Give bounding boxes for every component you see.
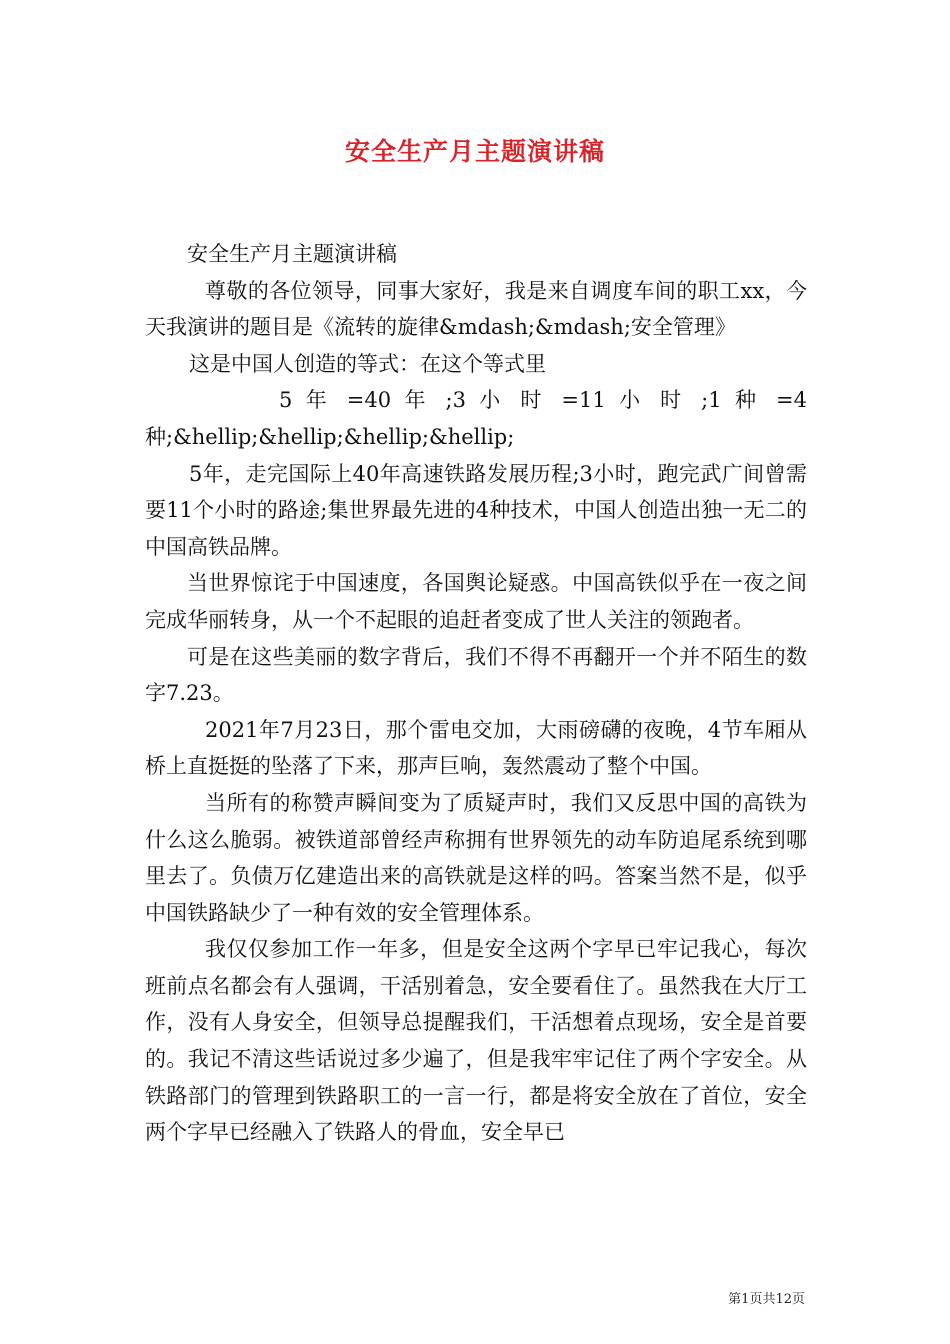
paragraph-personal: 我仅仅参加工作一年多，但是安全这两个字早已牢记我心，每次班前点名都会有人强调，干活别着急，安全要看住了。虽然我在大厅工作，没有人身安全，但领导总提醒我们，干活想着点现场，安全是首要的。我记不清这些话说过多少遍了，但是我牢牢记住了两个字安全。从铁路部门的管理到铁路职工的一言一行，都是将安全放在了首位，安全两个字早已经融入了铁路人的骨血，安全早已 <box>145 937 807 1145</box>
document-body <box>145 236 807 1151</box>
paragraph-equation-intro: 这是中国人创造的等式：在这个等式里 <box>189 351 546 376</box>
paragraph-number-723: 可是在这些美丽的数字背后，我们不得不再翻开一个并不陌生的数字7.23。 <box>145 644 807 706</box>
paragraph-accident: 2021年7月23日，那个雷电交加，大雨磅礴的夜晚，4节车厢从桥上直挺挺的坠落了下来，那声巨响，轰然震动了整个中国。 <box>145 717 807 779</box>
paragraph-subtitle: 安全生产月主题演讲稿 <box>187 242 397 266</box>
paragraph-greeting: 尊敬的各位领导，同事大家好，我是来自调度车间的职工xx，今天我演讲的题目是《流转的旋律&mdash;&mdash;安全管理》 <box>145 278 807 340</box>
page-number-footer: 第1页共12页 <box>728 1292 805 1307</box>
paragraph-world-surprise: 当世界惊诧于中国速度，各国舆论疑惑。中国高铁似乎在一夜之间完成华丽转身，从一个不起眼的追赶者变成了世人关注的领跑者。 <box>145 571 807 632</box>
paragraph-reflection: 当所有的称赞声瞬间变为了质疑声时，我们又反思中国的高铁为什么这么脆弱。被铁道部曾经声称拥有世界领先的动车防追尾系统到哪里去了。负债万亿建造出来的高铁就是这样的吗。答案当然不是，似乎中国铁路缺少了一种有效的安全管理体系。 <box>145 790 807 925</box>
document-title: 安全生产月主题演讲稿 <box>344 137 605 166</box>
paragraph-equation-line: 5 年 =40 年 ;3 小 时 =11 小 时 ;1 种 =4 <box>279 388 807 413</box>
paragraph-five-years: 5年，走完国际上40年高速铁路发展历程;3小时，跑完武广间曾需要11个小时的路途;集世界最先进的4种技术，中国人创造出独一无二的中国高铁品牌。 <box>145 461 807 559</box>
paragraph-equation-continued: 种;&hellip;&hellip;&hellip;&hellip; <box>145 424 515 449</box>
